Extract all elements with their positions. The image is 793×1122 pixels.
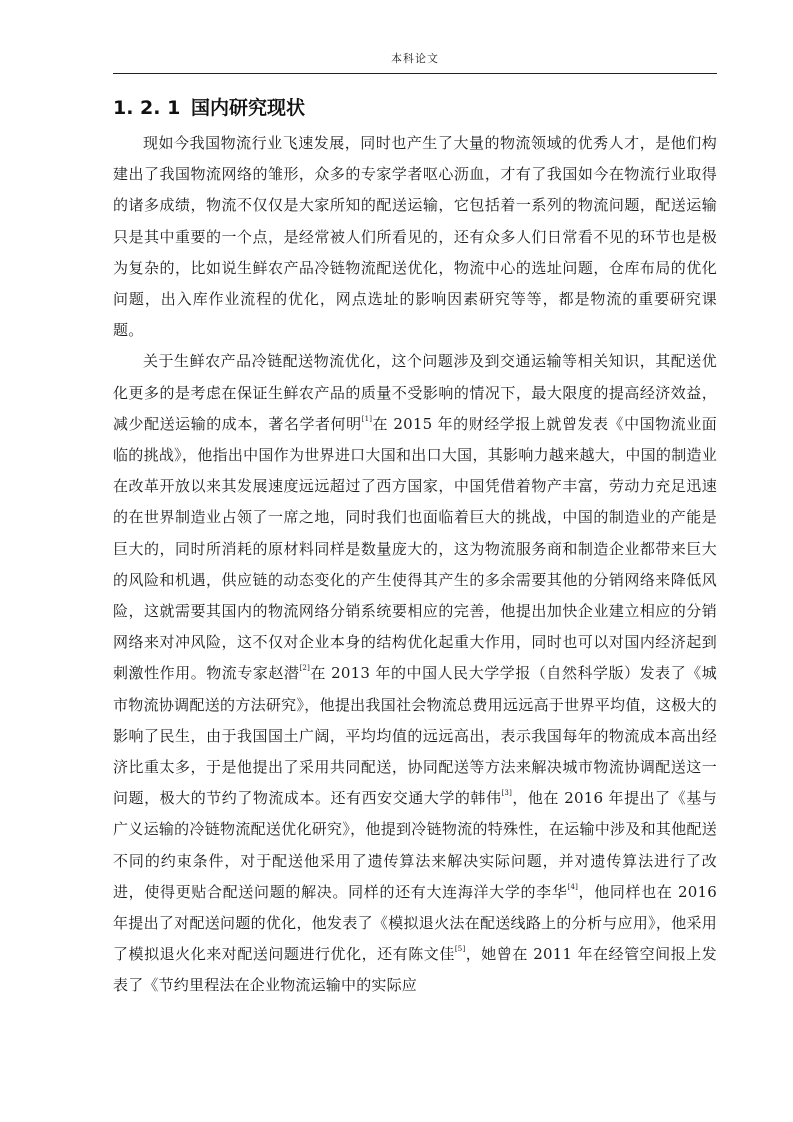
section-heading (113, 94, 305, 122)
paragraph-2-text: 在 2013 年的中国人民大学学报（自然科学版）发表了《城市物流协调配送的方法研究》，他提出我国社会物流总费用远远高于世界平均值，这极大的影响了民生，由于我国国土广阔，平均均值的远远高出，表示我国每年的物流成本高出经济比重太多，于是他提出了采用共同配送，协同配送等方法来解决城市物流协调配送这一问题，极大的节约了物流成本。还有西安交通大学的韩伟 (113, 664, 718, 808)
body-text (113, 128, 717, 1002)
paragraph-2-text: 关于生鲜农产品冷链配送物流优化，这个问题涉及到交通运输等相关知识，其配送优化更多的是考虑在保证生鲜农产品的质量不受影响的情况下，最大限度的提高经济效益，减少配送运输的成本，著名学者何明 (113, 352, 717, 433)
paragraph-2-text: ，他同样也在 2016 年提出了对配送问题的优化，他发表了《模拟退火法在配送线路上的分析与应用》，他采用了模拟退火化来对配送问题进行优化，还有陈文佳 (113, 882, 717, 964)
paragraph-2-text: ，她曾在 2011 年在经管空间报上发表了《节约里程法在企业物流运输中的实际应 (113, 945, 717, 995)
section-title-text: 国内研究现状 (190, 97, 305, 119)
citation-marker: [1] (361, 414, 373, 423)
citation-marker: [5] (454, 945, 466, 954)
paragraph-2-text: ，他在 2016 年提出了《基与广义运输的冷链物流配送优化研究》，他提到冷链物流的特殊性，在运输中涉及和其他配送不同的约束条件，对于配送他采用了遗传算法来解决实际问题，并对遗传算法进行了改进，使得更贴合配送问题的解决。同样的还有大连海洋大学的李华 (113, 789, 717, 901)
paragraph-2 (113, 346, 717, 1001)
header-divider (113, 73, 717, 74)
paragraph-2-text: 在 2015 年的财经学报上就曾发表《中国物流业面临的挑战》，他指出中国作为世界进口大国和出口大国，其影响力越来越大，中国的制造业在改革开放以来其发展速度远远超过了西方国家，中国凭借着物产丰富，劳动力充足迅速的在世界制造业占领了一席之地，同时我们也面临着巨大的挑战，中国的制造业的产能是巨大的，同时所消耗的原材料同样是数量庞大的，这为物流服务商和制造企业都带来巨大的风险和机遇，供应链的动态变化的产生使得其产生的多余需要其他的分销网络来降低风险，这就需要其国内的物流网络分销系统要相应的完善，他提出加快企业建立相应的分销网络来对冲风险，这不仅对企业本身的结构优化起重大作用，同时也可以对国内经济起到刺激性作用。物流专家赵潜 (113, 414, 717, 683)
section-number: 1. 2. 1 (113, 97, 181, 119)
paragraph-1: 现如今我国物流行业飞速发展，同时也产生了大量的物流领域的优秀人才，是他们构建出了我国物流网络的雏形，众多的专家学者呕心沥血，才有了我国如今在物流行业取得的诸多成绩，物流不仅仅是大家所知的配送运输，它包括着一系列的物流问题，配送运输只是其中重要的一个点，是经常被人们所看见的，还有众多人们日常看不见的环节也是极为复杂的，比如说生鲜农产品冷链物流配送优化，物流中心的选址问题，仓库布局的优化问题，出入库作业流程的优化，网点选址的影响因素研究等等，都是物流的重要研究课题。 (113, 134, 717, 340)
running-header: 本科论文 (391, 52, 439, 65)
citation-marker: [4] (567, 882, 579, 891)
citation-marker: [2] (299, 664, 310, 673)
citation-marker: [3] (501, 789, 512, 798)
